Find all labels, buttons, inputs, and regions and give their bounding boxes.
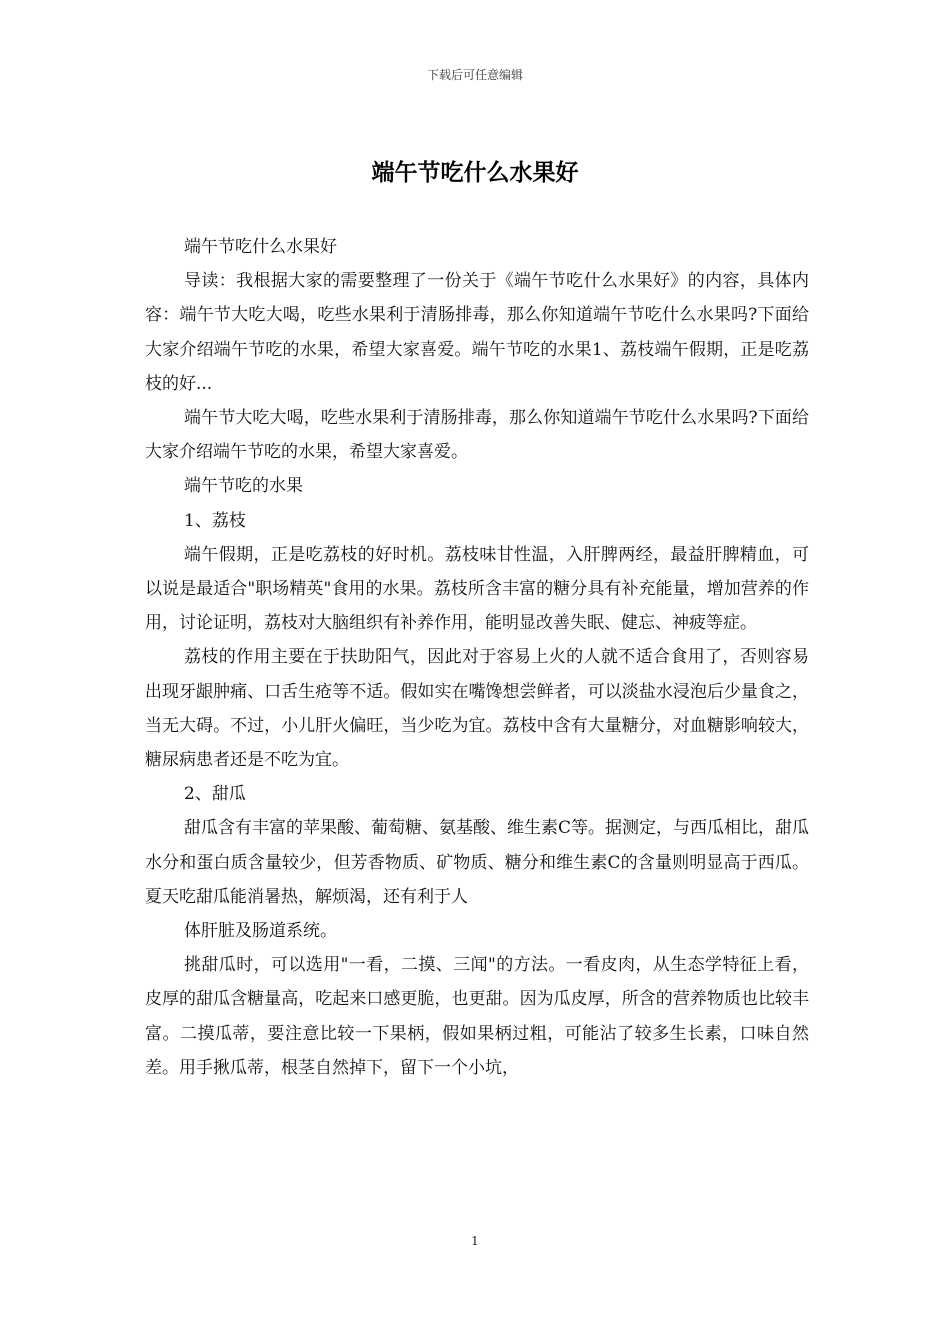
document-body <box>145 230 809 1085</box>
paragraph: 1、荔枝 <box>184 510 246 531</box>
paragraph: 荔枝的作用主要在于扶助阳气，因此对于容易上火的人就不适合食用了，否则容易出现牙龈肿痛、口舌生疮等不适。假如实在嘴馋想尝鲜者，可以淡盐水浸泡后少量食之，当无大碍。不过，小儿肝火偏旺，当少吃为宜。荔枝中含有大量糖分，对血糖影响较大，糖尿病患者还是不吃为宜。 <box>145 647 809 771</box>
paragraph: 端午节大吃大喝，吃些水果利于清肠排毒，那么你知道端午节吃什么水果吗?下面给大家介绍端午节吃的水果，希望大家喜爱。 <box>145 408 809 463</box>
paragraph: 导读：我根据大家的需要整理了一份关于《端午节吃什么水果好》的内容，具体内容：端午节大吃大喝，吃些水果利于清肠排毒，那么你知道端午节吃什么水果吗?下面给大家介绍端午节吃的水果，希望大家喜爱。端午节吃的水果1、荔枝端午假期，正是吃荔枝的好... <box>145 271 809 394</box>
paragraph: 体肝脏及肠道系统。 <box>184 921 337 942</box>
header-note: 下载后可任意编辑 <box>426 68 523 82</box>
paragraph: 端午假期，正是吃荔枝的好时机。荔枝味甘性温，入肝脾两经，最益肝脾精血，可以说是最适合"职场精英"食用的水果。荔枝所含丰富的糖分具有补充能量，增加营养的作用，讨论证明，荔枝对大脑组织有补养作用，能明显改善失眠、健忘、神疲等症。 <box>145 544 809 634</box>
page-number: 1 <box>471 1234 479 1248</box>
paragraph: 端午节吃的水果 <box>184 476 303 497</box>
paragraph: 2、甜瓜 <box>184 784 246 805</box>
paragraph: 挑甜瓜时，可以选用"一看，二摸、三闻"的方法。一看皮肉，从生态学特征上看，皮厚的甜瓜含糖量高，吃起来口感更脆，也更甜。因为瓜皮厚，所含的营养物质也比较丰富。二摸瓜蒂，要注意比较一下果柄，假如果柄过粗，可能沾了较多生长素，口味自然差。用手揪瓜蒂，根茎自然掉下，留下一个小坑， <box>145 955 809 1078</box>
document-title: 端午节吃什么水果好 <box>371 159 579 186</box>
paragraph: 端午节吃什么水果好 <box>184 237 337 257</box>
paragraph: 甜瓜含有丰富的苹果酸、葡萄糖、氨基酸、维生素C等。据测定，与西瓜相比，甜瓜水分和蛋白质含量较少，但芳香物质、矿物质、糖分和维生素C的含量则明显高于西瓜。夏天吃甜瓜能消暑热，解烦渴，还有利于人 <box>145 818 810 907</box>
